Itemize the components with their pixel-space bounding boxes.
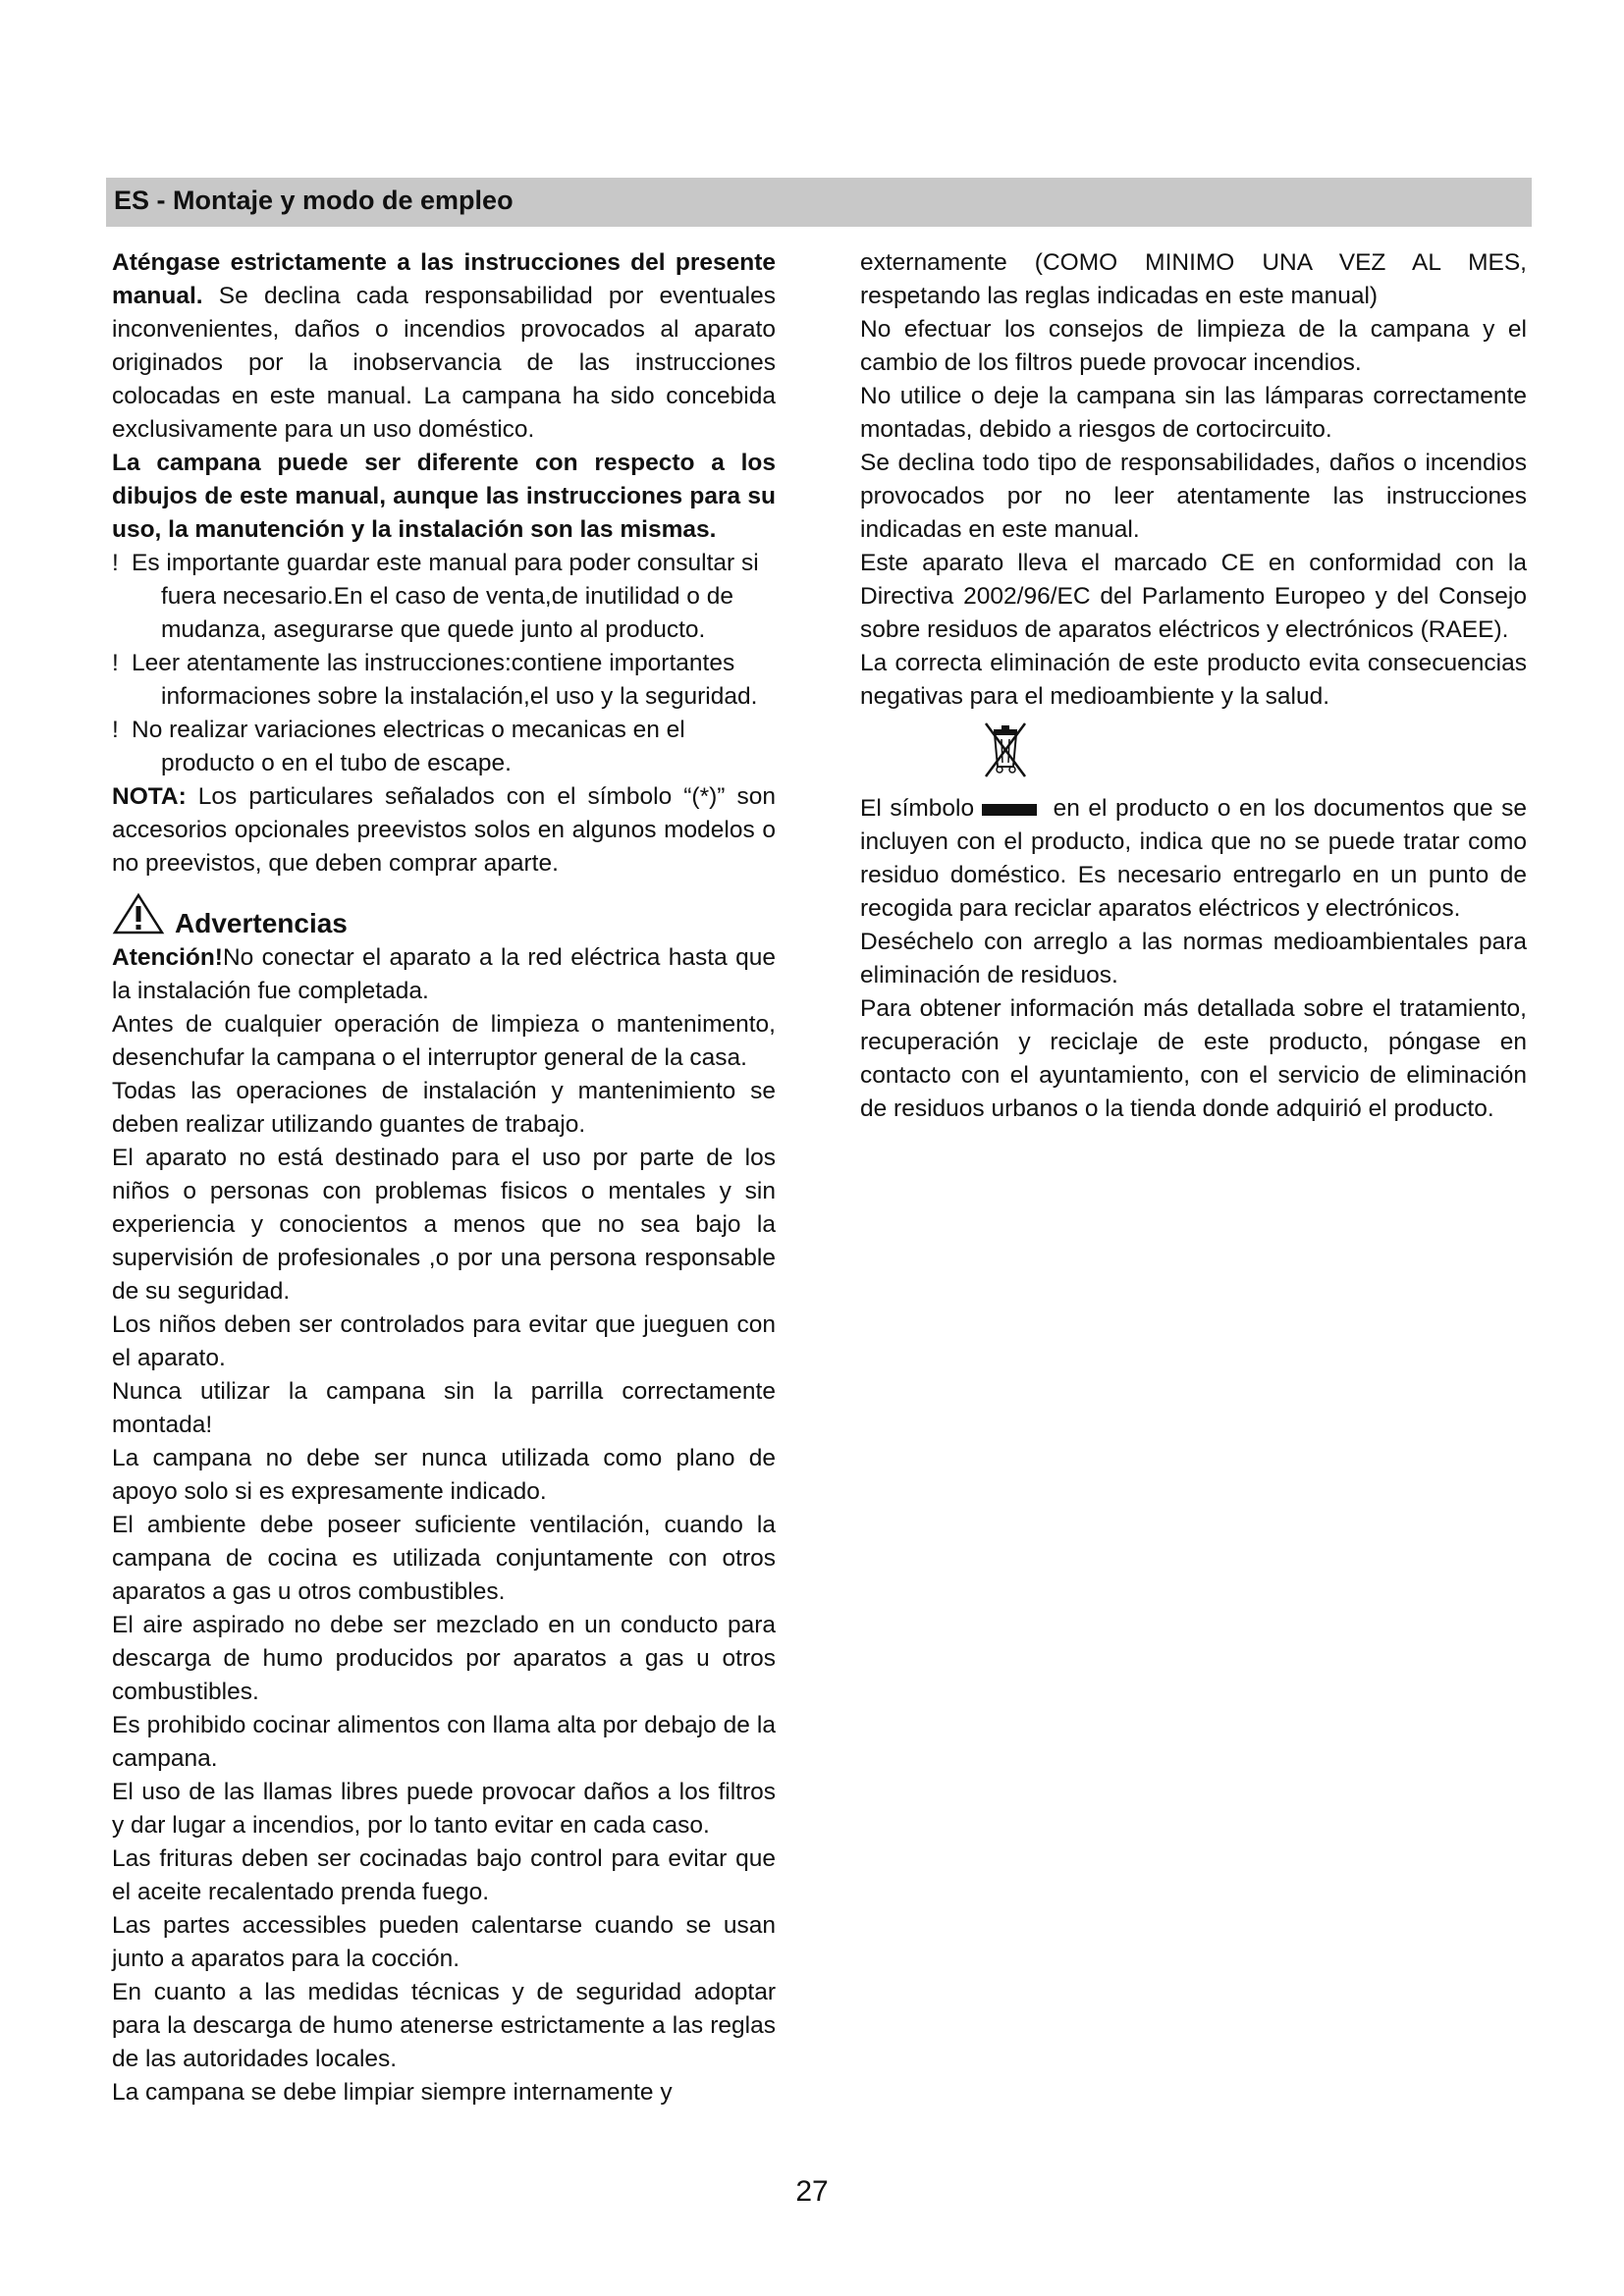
- intro-bold: Aténgase estrictamente a las instrucciones del presente manual.: [112, 249, 776, 309]
- warning-paragraph: Nunca utilizar la campana sin la parrilla correctamente montada!: [112, 1378, 776, 1438]
- black-bar-symbol: [982, 804, 1037, 816]
- right-paragraph: Este aparato lleva el marcado CE en conformidad con la Directiva 2002/96/EC del Parlamento Europeo y del Consejo sobre residuos de aparatos eléctricos y electrónicos (RAEE).: [860, 550, 1527, 643]
- symbol-paragraph: El símbolo en el producto o en los documentos que se incluyen con el producto, indica que no se puede tratar como residuo doméstico. Es necesario entregarlo en un punto de recogida para reciclar aparatos eléctricos y electrónicos.: [860, 795, 1527, 922]
- warning-paragraph: Las frituras deben ser cocinadas bajo control para evitar que el aceite recalentado prenda fuego.: [112, 1845, 776, 1905]
- weee-symbol-area: [860, 714, 1527, 792]
- warning-paragraph: Todas las operaciones de instalación y mantenimiento se deben realizar utilizando guantes de trabajo.: [112, 1078, 776, 1138]
- warning-paragraph: El aire aspirado no debe ser mezclado en un conducto para descarga de humo producidos por aparatos a gas u otros combustibles.: [112, 1612, 776, 1705]
- warning-paragraph: Antes de cualquier operación de limpieza o mantenimento, desenchufar la campana o el interruptor general de la casa.: [112, 1011, 776, 1071]
- right-paragraph: Deséchelo con arreglo a las normas medioambientales para eliminación de residuos.: [860, 929, 1527, 988]
- right-paragraph: externamente (COMO MINIMO UNA VEZ AL MES, respetando las reglas indicadas en este manual): [860, 249, 1527, 309]
- warning-paragraph: El uso de las llamas libres puede provocar daños a los filtros y dar lugar a incendios, por lo tanto evitar en cada caso.: [112, 1779, 776, 1839]
- bullet-item: ! Leer atentamente las instrucciones:contiene importantes informaciones sobre la instalación,el uso y la seguridad.: [112, 650, 758, 710]
- warning-paragraph: Los niños deben ser controlados para evitar que jueguen con el aparato.: [112, 1311, 776, 1371]
- left-column: [112, 246, 776, 2109]
- right-paragraph: La correcta eliminación de este producto evita consecuencias negativas para el medioambiente y la salud.: [860, 650, 1527, 710]
- warning-paragraph: El aparato no está destinado para el uso por parte de los niños o personas con problemas fisicos o mentales y sin experiencia y conocientos a menos que no sea bajo la supervisión de profesionales ,o por una persona responsable de su seguridad.: [112, 1145, 776, 1305]
- warnings-title: Advertencias: [175, 908, 348, 938]
- atencion-label: Atención!: [112, 944, 223, 971]
- bullet-item: ! Es importante guardar este manual para poder consultar si fuera necesario.En el caso de venta,de inutilidad o de mudanza, asegurarse que quede junto al producto.: [112, 550, 759, 643]
- warning-paragraph: La campana no debe ser nunca utilizada como plano de apoyo solo si es expresamente indicado.: [112, 1445, 776, 1505]
- intro-paragraph: [112, 246, 776, 447]
- right-column: [860, 246, 1527, 1126]
- warning-paragraph: En cuanto a las medidas técnicas y de seguridad adoptar para la descarga de humo atenerse estrictamente a las reglas de las autoridades locales.: [112, 1979, 776, 2072]
- intro-text: Se declina cada responsabilidad por eventuales inconvenientes, daños o incendios provocados al aparato originados por la inobservancia de las instrucciones colocadas en este manual. La campana ha sido concebida exclusivamente para un uso doméstico.: [112, 283, 776, 443]
- nota-text: Los particulares señalados con el símbolo “(*)” son accesorios opcionales preevistos solos en algunos modelos o no preevistos, que deben comprar aparte.: [112, 783, 776, 877]
- right-paragraph: No efectuar los consejos de limpieza de la campana y el cambio de los filtros puede provocar incendios.: [860, 316, 1527, 376]
- section-header: [106, 178, 1532, 227]
- warning-paragraph: El ambiente debe poseer suficiente ventilación, cuando la campana de cocina es utilizada conjuntamente con otros aparatos a gas u otros combustibles.: [112, 1512, 776, 1605]
- warnings-heading: [112, 896, 776, 941]
- right-paragraph: No utilice o deje la campana sin las lámparas correctamente montadas, debido a riesgos de cortocircuito.: [860, 383, 1527, 443]
- crossed-out-bin-icon: [976, 716, 1035, 784]
- design-note: La campana puede ser diferente con respecto a los dibujos de este manual, aunque las instrucciones para su uso, la manutención y la instalación son las mismas.: [112, 450, 776, 543]
- section-title: ES - Montaje y modo de empleo: [114, 186, 514, 215]
- nota-label: NOTA:: [112, 783, 187, 810]
- nota-paragraph: [112, 780, 776, 881]
- warning-paragraph: La campana se debe limpiar siempre internamente y: [112, 2079, 673, 2106]
- right-paragraph: Para obtener información más detallada sobre el tratamiento, recuperación y reciclaje de este producto, póngase en contacto con el ayuntamiento, con el servicio de eliminación de residuos urbanos o la tienda donde adquirió el producto.: [860, 995, 1527, 1122]
- warning-paragraph: Las partes accessibles pueden calentarse cuando se usan junto a aparatos para la cocción.: [112, 1912, 776, 1972]
- bullet-item: ! No realizar variaciones electricas o mecanicas en el producto o en el tubo de escape.: [112, 717, 685, 776]
- atencion-paragraph: Atención!No conectar el aparato a la red eléctrica hasta que la instalación fue completada.: [112, 944, 776, 1004]
- warning-triangle-icon: [112, 892, 165, 945]
- right-paragraph: Se declina todo tipo de responsabilidades, daños o incendios provocados por no leer atentamente las instrucciones indicadas en este manual.: [860, 450, 1527, 543]
- warning-paragraph: Es prohibido cocinar alimentos con llama alta por debajo de la campana.: [112, 1712, 776, 1772]
- page-number: 27: [795, 2175, 829, 2208]
